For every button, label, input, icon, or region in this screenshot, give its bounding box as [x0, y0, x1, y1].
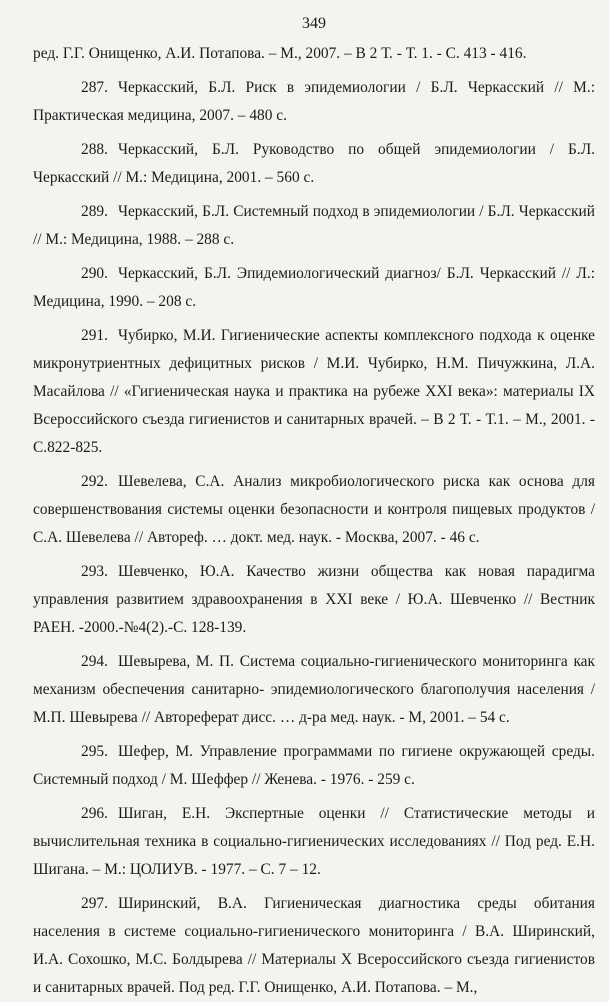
reference-item: [33, 468, 595, 552]
reference-text: Шевелева, С.А. Анализ микробиологического риска как основа для совершенствования системы оценки безопасности и контроля пищевых продуктов / С.А. Шевелева // Автореф. … докт. мед. наук. - Москва, 2007. - 46 с.: [33, 473, 595, 546]
reference-item: [33, 648, 595, 732]
reference-item: [33, 738, 595, 794]
reference-item: [33, 136, 595, 192]
reference-item: [33, 890, 595, 1002]
reference-item: [33, 800, 595, 884]
reference-number: 297.: [81, 895, 108, 912]
reference-continuation: ред. Г.Г. Онищенко, А.И. Потапова. – М., 2007. – В 2 Т. - Т. 1. - С. 413 - 416.: [33, 45, 527, 62]
reference-number: 295.: [81, 743, 108, 760]
reference-item: [33, 558, 595, 642]
reference-text: Черкасский, Б.Л. Руководство по общей эпидемиологии / Б.Л. Черкасский // М.: Медицина, 2001. – 560 с.: [33, 141, 595, 186]
page-number: 349: [302, 15, 326, 32]
reference-item: [33, 74, 595, 130]
reference-number: 287.: [81, 79, 108, 96]
reference-text: Шиган, Е.Н. Экспертные оценки // Статистические методы и вычислительная техника в социально-гигиенических исследованиях // Под ред. Е.Н. Шигана. – М.: ЦОЛИУВ. - 1977. – С. 7 – 12.: [33, 805, 595, 878]
reference-text: Чубирко, М.И. Гигиенические аспекты комплексного подхода к оценке микронутриентных дефицитных рисков / М.И. Чубирко, Н.М. Пичужкина, Л.А. Масайлова // «Гигиеническая наука и практика на рубеже XXI века»: материалы IX Всероссийского съезда гигиенистов и санитарных врачей. – В 2 Т. - Т.1. – М., 2001. - С.822-825.: [33, 327, 595, 456]
reference-number: 288.: [81, 141, 108, 158]
reference-text: Черкасский, Б.Л. Риск в эпидемиологии / Б.Л. Черкасский // М.: Практическая медицина, 2007. – 480 с.: [33, 79, 595, 124]
reference-item: [33, 198, 595, 254]
reference-number: 289.: [81, 203, 108, 220]
reference-number: 294.: [81, 653, 108, 670]
reference-item: [33, 260, 595, 316]
reference-number: 296.: [81, 805, 108, 822]
reference-number: 291.: [81, 327, 108, 344]
reference-number: 293.: [81, 563, 108, 580]
reference-number: 290.: [81, 265, 108, 282]
reference-text: Черкасский, Б.Л. Эпидемиологический диагноз/ Б.Л. Черкасский // Л.: Медицина, 1990. – 208 с.: [33, 265, 595, 310]
reference-text: Шефер, М. Управление программами по гигиене окружающей среды. Системный подход / М. Шеффер // Женева. - 1976. - 259 с.: [33, 743, 595, 788]
reference-text: Шевченко, Ю.А. Качество жизни общества как новая парадигма управления развитием здравоохранения в XXI веке / Ю.А. Шевченко // Вестник РАЕН. -2000.-№4(2).-С. 128-139.: [33, 563, 595, 636]
reference-text: Черкасский, Б.Л. Системный подход в эпидемиологии / Б.Л. Черкасский // М.: Медицина, 1988. – 288 с.: [33, 203, 595, 248]
reference-text: Шевырева, М. П. Система социально-гигиенического мониторинга как механизм обеспечения санитарно- эпидемиологического благополучия населения /М.П. Шевырева // Автореферат дисс. … д-ра мед. наук. - М, 2001. – 54 с.: [33, 653, 595, 726]
reference-item: [33, 322, 595, 462]
reference-text: Ширинский, В.А. Гигиеническая диагностика среды обитания населения в системе социально-гигиенического мониторинга / В.А. Ширинский, И.А. Сохошко, М.С. Болдырева // Материалы X Всероссийского съезда гигиенистов и санитарных врачей. Под ред. Г.Г. Онищенко, А.И. Потапова. – М.,: [33, 895, 595, 996]
reference-number: 292.: [81, 473, 108, 490]
